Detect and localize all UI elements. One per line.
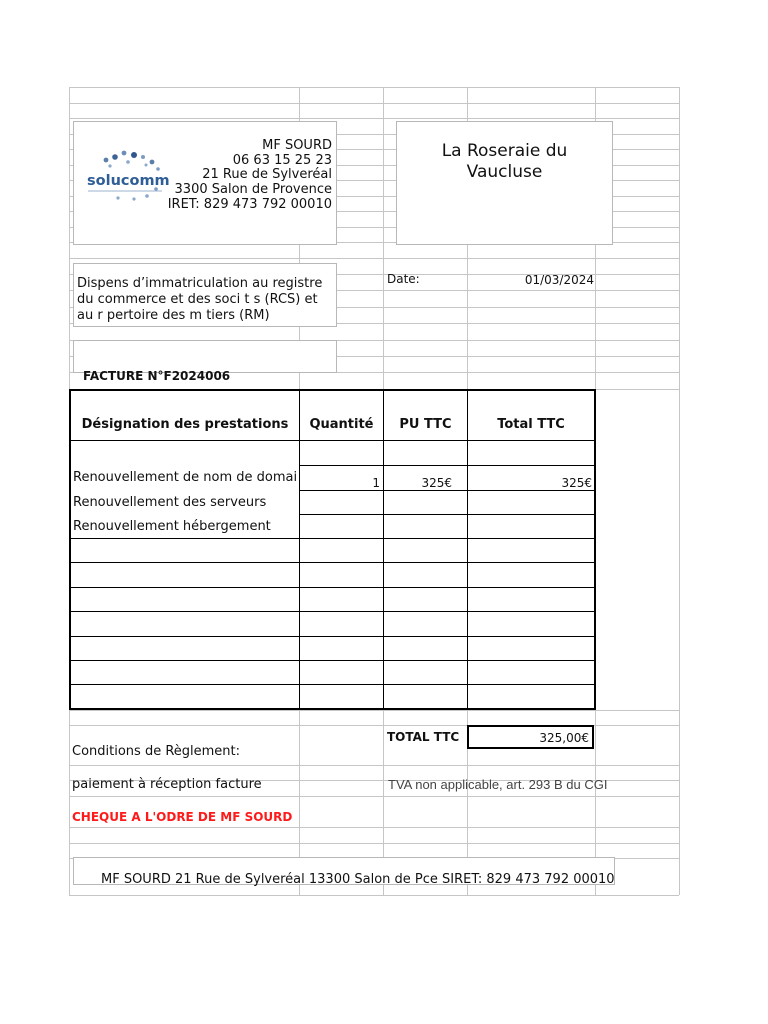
total-value-cell xyxy=(467,725,594,749)
total-label: TOTAL TTC xyxy=(387,730,460,744)
row-quantity: 1 xyxy=(372,476,380,490)
table-row xyxy=(71,495,594,513)
total-value: 325,00€ xyxy=(539,731,589,745)
date-value: 01/03/2024 xyxy=(524,273,594,287)
col-header-designation: Désignation des prestations xyxy=(81,417,289,432)
payment-terms: paiement à réception facture xyxy=(72,777,262,792)
supplier-city: 3300 Salon de Provence xyxy=(174,182,332,197)
exemption-line2: du commerce et des soci t s (RCS) et xyxy=(77,292,318,307)
row-unit-price: 325€ xyxy=(421,476,452,490)
supplier-phone: 06 63 15 25 23 xyxy=(232,153,332,168)
col-header-pu-ttc: PU TTC xyxy=(399,417,452,432)
tva-note: TVA non applicable, art. 293 B du CGI xyxy=(388,777,608,792)
row-total: 325€ xyxy=(561,476,592,490)
invoice-title: FACTURE N°F2024006 xyxy=(83,369,231,383)
date-label: Date: xyxy=(387,272,420,286)
cheque-instruction: CHEQUE A L'ODRE DE MF SOURD xyxy=(72,810,293,824)
supplier-name: MF SOURD xyxy=(262,138,332,153)
supplier-siret: IRET: 829 473 792 00010 xyxy=(167,197,332,212)
table-row xyxy=(71,519,594,537)
exemption-line3: au r pertoire des m tiers (RM) xyxy=(77,308,270,323)
table-row xyxy=(71,470,594,488)
row-designation: Renouvellement des serveurs xyxy=(73,495,267,510)
logo-text: solucomm xyxy=(87,173,170,189)
row-designation: Renouvellement hébergement xyxy=(73,519,271,534)
col-header-total-ttc: Total TTC xyxy=(497,417,565,432)
conditions-label: Conditions de Règlement: xyxy=(72,744,241,759)
footer-text: MF SOURD 21 Rue de Sylveréal 13300 Salon de Pce SIRET: 829 473 792 00010 xyxy=(101,872,615,887)
col-header-quantity: Quantité xyxy=(309,417,374,432)
row-designation: Renouvellement de nom de domai xyxy=(73,470,298,485)
supplier-street: 21 Rue de Sylveréal xyxy=(202,167,332,182)
client-name-line2: Vaucluse xyxy=(466,162,543,182)
exemption-line1: Dispens d’immatriculation au registre xyxy=(77,276,323,291)
client-name-line1: La Roseraie du xyxy=(441,141,568,161)
